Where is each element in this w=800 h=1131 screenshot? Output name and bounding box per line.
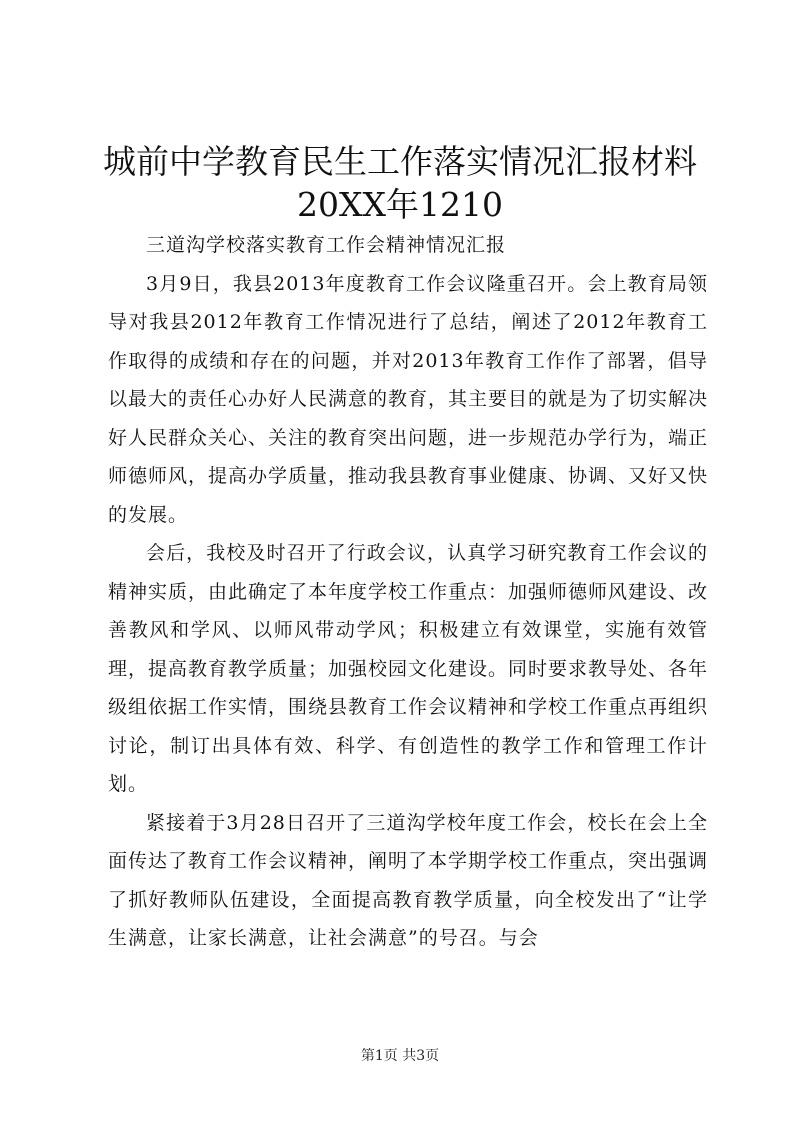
document-body [108,226,708,958]
paragraph: 会后，我校及时召开了行政会议，认真学习研究教育工作会议的精神实质，由此确定了本年度学校工作重点：加强师德师风建设、改善教风和学风、以师风带动学风；积极建立有效课堂，实施有效管理，提高教育教学质量；加强校园文化建设。同时要求教导处、各年级组依据工作实情，围绕县教育工作会议精神和学校工作重点再组织讨论，制订出具体有效、科学、有创造性的教学工作和管理工作计划。 [108,542,709,795]
paragraph: 3月9日，我县2013年度教育工作会议隆重召开。会上教育局领导对我县2012年教育工作情况进行了总结，阐述了2012年教育工作取得的成绩和存在的问题，并对2013年教育工作作了部署，倡导以最大的责任心办好人民满意的教育，其主要目的就是为了切实解决好人民群众关心、关注的教育突出问题，进一步规范办学行为，端正师德师风，提高办学质量，推动我县教育事业健康、协调、又好又快的发展。 [108,272,709,526]
paragraph-subtitle: 三道沟学校落实教育工作会精神情况汇报 [146,234,507,256]
page-number-footer: 第1页 共3页 [360,1048,440,1064]
document-title: 城前中学教育民生工作落实情况汇报材料 [103,142,697,181]
paragraph: 紧接着于3月28日召开了三道沟学校年度工作会，校长在会上全面传达了教育工作会议精神，阐明了本学期学校工作重点，突出强调了抓好教师队伍建设，全面提高教育教学质量，向全校发出了“让学生满意，让家长满意，让社会满意”的号召。与会 [108,811,709,949]
document-title-date: 20XX年1210 [297,185,503,224]
